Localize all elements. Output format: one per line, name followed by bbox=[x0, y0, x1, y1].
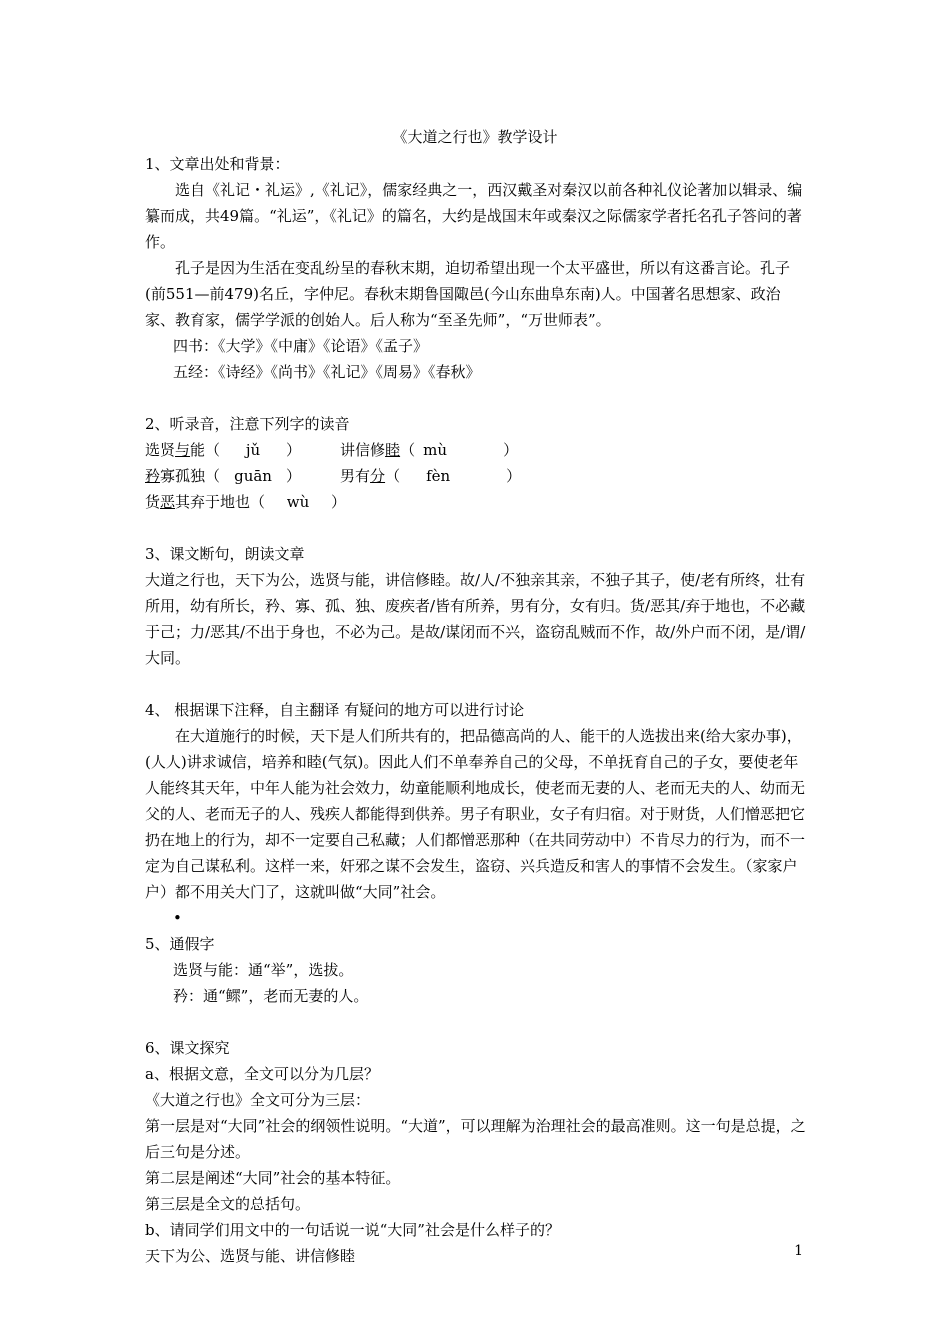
pron-underlined-char: 与 bbox=[175, 441, 191, 459]
segmented-text: 大道之行也，天下为公，选贤与能，讲信修睦。故/人/不独亲其亲，不独子其子，使/老有所终，壮有所用，幼有所长，矜、寡、孤、独、废疾者/皆有所养，男有分，女有归。货/恶其/弃于地也，不必藏于己；力/恶其/不出于身也，不必为己。是故/谋闭而不兴，盗窃乱贼而不作，故/外户而不闭，是/谓/大同。 bbox=[145, 571, 806, 667]
pron-underlined-char: 矜 bbox=[145, 467, 161, 485]
pron-text: 讲信修 bbox=[340, 441, 386, 459]
question-a: a、根据文意，全文可以分为几层？ bbox=[145, 1065, 379, 1083]
answer-a-intro: 《大道之行也》全文可分为三层： bbox=[145, 1091, 371, 1109]
answer-b: 天下为公、选贤与能、讲信修睦 bbox=[145, 1247, 356, 1265]
pron-text: 寡孤独（ bbox=[160, 467, 221, 485]
section-6-heading: 6、课文探究 bbox=[145, 1039, 230, 1057]
pron-text: （ bbox=[385, 467, 401, 485]
tongjia-line-2: 矜：通“鳏”，老而无妻的人。 bbox=[173, 987, 369, 1005]
document-title: 《大道之行也》教学设计 bbox=[392, 128, 558, 146]
pron-underlined-char: 睦 bbox=[385, 441, 401, 459]
section-1-heading: 1、文章出处和背景： bbox=[145, 155, 290, 173]
answer-a-layer-1: 第一层是对“大同”社会的纲领性说明。“大道”，可以理解为治理社会的最高准则。这一句是总提，之后三句是分述。 bbox=[145, 1117, 806, 1161]
source-paragraph: 选自《礼记・礼运》,《礼记》，儒家经典之一，西汉戴圣对秦汉以前各种礼仪论著加以辑录、编纂而成，共49篇。“礼运”，《礼记》的篇名，大约是战国末年或秦汉之际儒家学者托名孔子答问的著作。 bbox=[145, 181, 803, 251]
pinyin: wù bbox=[286, 493, 310, 511]
answer-a-layer-3: 第三层是全文的总括句。 bbox=[145, 1195, 311, 1213]
answer-a-layer-2: 第二层是阐述“大同”社会的基本特征。 bbox=[145, 1169, 401, 1187]
confucius-paragraph: 孔子是因为生活在变乱纷呈的春秋末期，迫切希望出现一个太平盛世，所以有这番言论。孔子(前551—前479)名丘，字仲尼。春秋末期鲁国陬邑(今山东曲阜东南)人。中国著名思想家、政治家、教育家，儒学学派的创始人。后人称为“至圣先师”，“万世师表”。 bbox=[145, 259, 791, 329]
pron-text: ） bbox=[506, 467, 522, 485]
pinyin: jǔ bbox=[245, 441, 261, 459]
pron-underlined-char: 恶 bbox=[160, 493, 176, 511]
pron-text: ） bbox=[331, 493, 347, 511]
section-5-heading: 5、通假字 bbox=[145, 935, 215, 953]
four-books-line: 四书：《大学》《中庸》《论语》《孟子》 bbox=[173, 337, 429, 355]
section-2-heading: 2、听录音，注意下列字的读音 bbox=[145, 415, 350, 433]
tongjia-line-1: 选贤与能：通“举”，选拔。 bbox=[173, 961, 354, 979]
pron-text: 其弃于地也（ bbox=[175, 493, 266, 511]
pinyin: fèn bbox=[426, 467, 451, 485]
five-classics-line: 五经：《诗经》《尚书》《礼记》《周易》《春秋》 bbox=[173, 363, 481, 381]
pron-text: 选贤 bbox=[145, 441, 176, 459]
translation-paragraph: 在大道施行的时候，天下是人们所共有的，把品德高尚的人、能干的人选拔出来(给大家办事)，(人人)讲求诚信，培养和睦(气氛)。因此人们不单奉养自己的父母，不单抚育自己的子女，要使老年人能终其天年，中年人能为社会效力，幼童能顺利地成长，使老而无妻的人、老而无夫的人、幼而无父的人、老而无子的人、残疾人都能得到供养。男子有职业，女子有归宿。对于财货，人们憎恶把它扔在地上的行为，却不一定要自己私藏；人们都憎恶那种（在共同劳动中）不肯尽力的行为，而不一定为自己谋私利。这样一来，奸邪之谋不会发生，盗窃、兴兵造反和害人的事情不会发生。（家家户户）都不用关大门了，这就叫做“大同”社会。 bbox=[145, 727, 806, 901]
pron-text: 男有 bbox=[340, 467, 371, 485]
pron-text: （ bbox=[400, 441, 416, 459]
page-number: 1 bbox=[794, 1243, 803, 1259]
pinyin: guān bbox=[234, 467, 272, 485]
pron-underlined-char: 分 bbox=[370, 467, 386, 485]
question-b: b、请同学们用文中的一句话说一说“大同”社会是什么样子的？ bbox=[145, 1221, 560, 1239]
pron-text: ） bbox=[286, 467, 302, 485]
pinyin: mù bbox=[423, 441, 447, 459]
pronunciation-row bbox=[145, 437, 807, 463]
pron-text: 货 bbox=[145, 493, 161, 511]
section-3-heading: 3、课文断句，朗读文章 bbox=[145, 545, 305, 563]
pronunciation-row bbox=[145, 489, 807, 515]
document-body bbox=[145, 151, 807, 1269]
section-4-heading: 4、 根据课下注释，自主翻译 有疑问的地方可以进行讨论 bbox=[145, 701, 525, 719]
pron-text: ） bbox=[503, 441, 519, 459]
pron-text: 能（ bbox=[190, 441, 221, 459]
bullet-marker: • bbox=[173, 909, 182, 927]
pronunciation-row bbox=[145, 463, 807, 489]
pron-text: ） bbox=[286, 441, 302, 459]
